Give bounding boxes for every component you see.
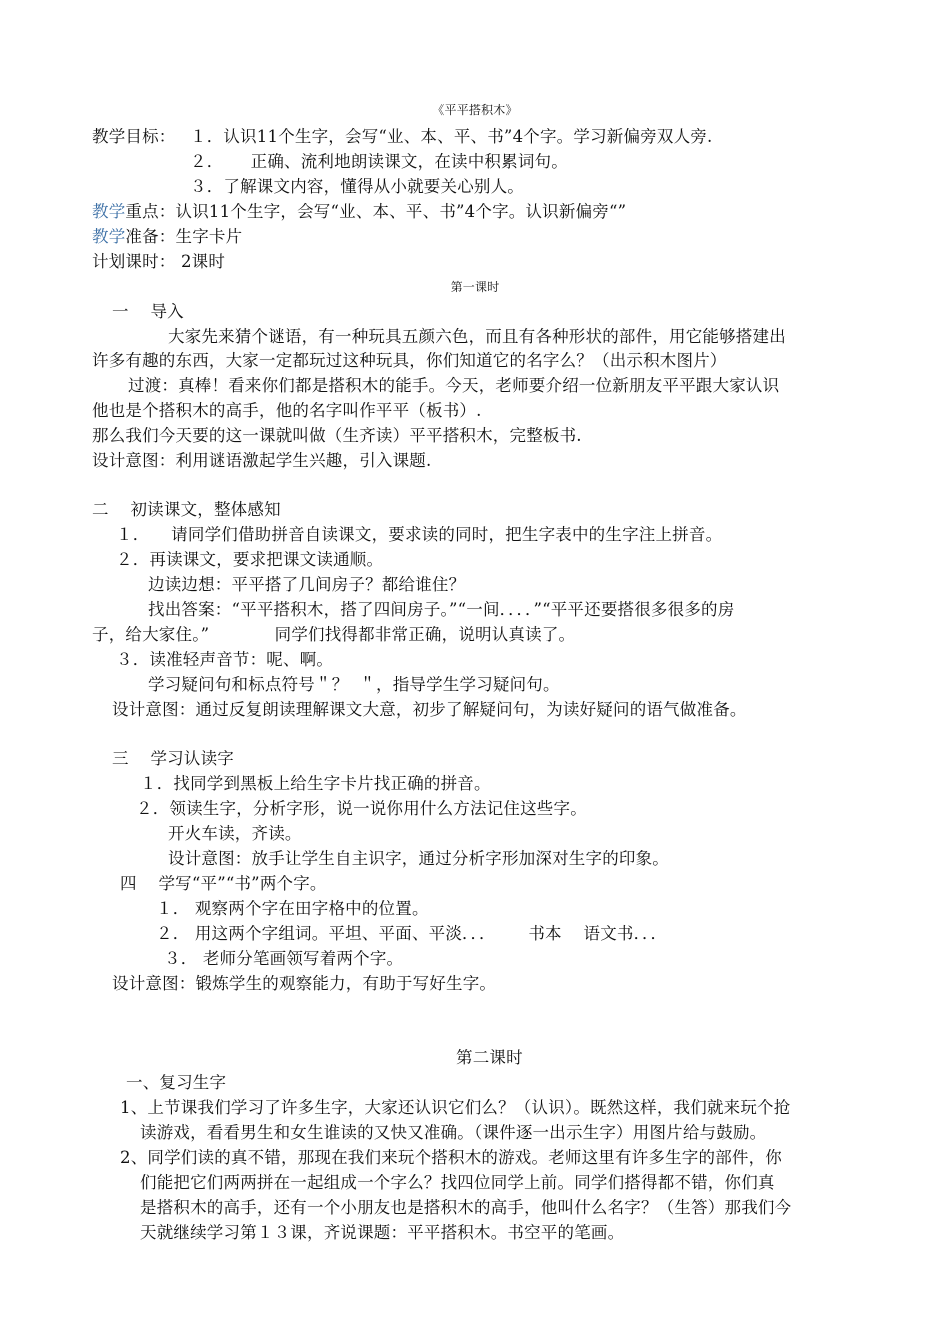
document-title: 《平平搭积木》 bbox=[432, 103, 518, 117]
first-reading-step-3a: 学习疑问句和标点符号＂？ ＂，指导学生学习疑问句。 bbox=[148, 675, 560, 694]
characters-design-note: 设计意图：放手让学生自主识字，通过分析字形加深对生字的印象。 bbox=[168, 849, 669, 868]
review-paragraph-2c: 是搭积木的高手，还有一个小朋友也是搭积木的高手，他叫什么名字？（生答）那我们今 bbox=[140, 1198, 792, 1217]
intro-paragraph-2b: 他也是个搭积木的高手，他的名字叫作平平（板书）. bbox=[92, 401, 482, 420]
goal-1: １．认识11个生字，会写“业、本、平、书”4个字。学习新偏旁双人旁. bbox=[190, 127, 713, 146]
writing-step-2: ２． 用这两个字组词。平坦、平面、平淡．．． 书本 语文书．．． bbox=[156, 924, 668, 943]
lesson1-heading: 第一课时 bbox=[450, 280, 500, 294]
goal-3: ３．了解课文内容，懂得从小就要关心别人。 bbox=[190, 177, 524, 196]
review-paragraph-1a: 1、上节课我们学习了许多生字，大家还认识它们么？（认识）。既然这样，我们就来玩个抢 bbox=[120, 1098, 791, 1117]
section-characters-title: 三 学习认读字 bbox=[112, 749, 234, 768]
goals-label: 教学目标： bbox=[92, 127, 176, 146]
intro-paragraph-3: 那么我们今天要的这一课就叫做（生齐读）平平搭积木，完整板书. bbox=[92, 426, 582, 445]
first-reading-step-2a: 边读边想：平平搭了几间房子？都给谁住？ bbox=[148, 575, 466, 594]
review-paragraph-2a: 2、同学们读的真不错，那现在我们来玩个搭积木的游戏。老师这里有许多生字的部件，你 bbox=[120, 1148, 782, 1167]
characters-step-1: １．找同学到黑板上给生字卡片找正确的拼音。 bbox=[140, 774, 491, 793]
first-reading-design-note: 设计意图：通过反复朗读理解课文大意，初步了解疑问句，为读好疑问的语气做准备。 bbox=[112, 700, 747, 719]
review-paragraph-2d: 天就继续学习第１３课，齐说课题：平平搭积木。书空平的笔画。 bbox=[140, 1223, 625, 1242]
first-reading-step-2c: 子，给大家住。” 同学们找得都非常正确，说明认真读了。 bbox=[92, 625, 576, 644]
key-points bbox=[92, 200, 626, 224]
review-paragraph-1b: 读游戏，看看男生和女生谁读的又快又准确。（课件逐一出示生字）用图片给与鼓励。 bbox=[140, 1123, 767, 1142]
intro-design-note: 设计意图：利用谜语激起学生兴趣，引入课题. bbox=[92, 451, 432, 470]
first-reading-step-2b: 找出答案：“平平搭积木，搭了四间房子。”“一间．．．．”“平平还要搭很多很多的房 bbox=[148, 600, 735, 619]
preparation-label-blue: 教学 bbox=[92, 227, 126, 246]
key-points-label-blue: 教学 bbox=[92, 202, 126, 221]
plan-hours: 计划课时： 2课时 bbox=[92, 252, 226, 271]
writing-design-note: 设计意图：锻炼学生的观察能力，有助于写好生字。 bbox=[112, 974, 497, 993]
intro-paragraph-1b: 许多有趣的东西，大家一定都玩过这种玩具，你们知道它的名字么？（出示积木图片） bbox=[92, 351, 727, 370]
section-writing-title: 四 学写“平”“书”两个字。 bbox=[120, 874, 327, 893]
intro-paragraph-1a: 大家先来猜个谜语，有一种玩具五颜六色，而且有各种形状的部件，用它能够搭建出 bbox=[168, 327, 786, 346]
writing-step-3: ３． 老师分笔画领写着两个字。 bbox=[164, 949, 404, 968]
first-reading-step-2: ２．再读课文，要求把课文读通顺。 bbox=[116, 550, 384, 569]
review-paragraph-2b: 们能把它们两两拼在一起组成一个字么？找四位同学上前。同学们搭得都不错，你们真 bbox=[140, 1173, 775, 1192]
goal-2: ２． 正确、流利地朗读课文，在读中积累词句。 bbox=[190, 152, 568, 171]
section-review-title: 一、复习生字 bbox=[126, 1073, 227, 1092]
first-reading-step-1: １． 请同学们借助拼音自读课文，要求读的同时，把生字表中的生字注上拼音。 bbox=[116, 525, 723, 544]
intro-paragraph-2a: 过渡：真棒！看来你们都是搭积木的能手。今天，老师要介绍一位新朋友平平跟大家认识 bbox=[128, 376, 780, 395]
section-intro-title: 一 导入 bbox=[112, 302, 184, 321]
characters-step-2: ２．领读生字，分析字形，说一说你用什么方法记住这些字。 bbox=[136, 799, 587, 818]
writing-step-1: １． 观察两个字在田字格中的位置。 bbox=[156, 899, 429, 918]
lesson2-heading: 第二课时 bbox=[456, 1048, 523, 1067]
preparation bbox=[92, 225, 242, 249]
preparation-text: 准备：生字卡片 bbox=[125, 227, 243, 246]
section-first-reading-title: 二 初读课文，整体感知 bbox=[92, 500, 281, 519]
first-reading-step-3: ３．读准轻声音节：呢、啊。 bbox=[116, 650, 334, 669]
key-points-text: 重点：认识11个生字，会写“业、本、平、书”4个字。认识新偏旁“” bbox=[125, 202, 627, 221]
characters-step-2a: 开火车读，齐读。 bbox=[168, 824, 302, 843]
